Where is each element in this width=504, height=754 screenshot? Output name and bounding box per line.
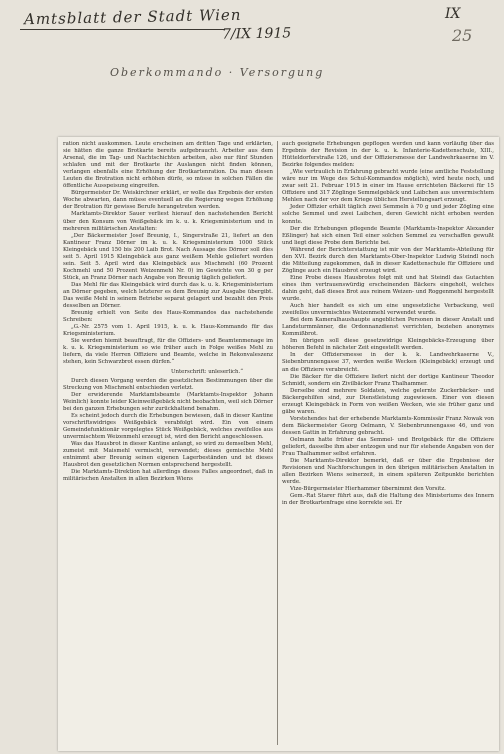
paragraph: Bürgermeister Dr. Weiskirchner erklärt, er wolle das Ergebnis der ersten Woche abwarten, dann müsse eventuell an die Regierung wegen Erhöhung der Brotration für gewisse Berufe herangetreten werden. <box>63 190 273 211</box>
paragraph: Breunig erhielt von Seite des Haus-Kommandos das nachstehende Schreiben: <box>63 310 273 324</box>
handwritten-note: Oberkommando · Versorgung <box>110 66 325 79</box>
paragraph: Der erwiderende Marktamtsbeamte (Marktamts-Inspektor Johann Weinlich) konnte leider Kleinweißgebäck nicht beobachten, weil sich Dörner bei den ganzen Erhebungen sehr zurückhaltend benahm. <box>63 391 273 412</box>
paragraph: Jeder Offizier erhält täglich zwei Semmeln à 70 g und jeder Zögling eine solche Semmel und zwei Laibchen, deren Gewicht nicht erhoben werden konnte. <box>282 204 494 225</box>
handwritten-roman-numeral: IX <box>445 6 461 22</box>
column-divider <box>277 141 278 745</box>
paragraph: Vize-Bürgermeister Hierhammer übernimmt den Vorsitz. <box>290 486 446 493</box>
paragraph: Es scheint jedoch durch die Erhebungen bewiesen, daß in dieser Kantine vorschriftswidriges Weißgebäck verabfolgt wird. Ein von einem Gemeindefunktionär vorgelegtes Stück Weißgebäck, welches zweifellos aus unvermischtem Weizenmehl erzeugt ist, wird den Bericht angeschlossen. <box>63 412 273 440</box>
paragraph: „G.-Nr. 2575 vom 1. April 1915, k. u. k. Haus-Kommando für das Kriegsministerium. <box>63 324 273 338</box>
article-right-column <box>282 141 494 507</box>
paragraph: Der die Erhebungen pflegende Beamte (Marktamts-Inspektor Alexander Eßlinger) hat sich einen Teil einer solchen Semmel zu verschaffen gewußt und liegt diese Probe dem Berichte bei. <box>282 225 494 246</box>
paragraph: Vorstehendes hat der erhebende Marktamts-Kommissär Franz Nowak von dem Bäckermeister Georg Oelmann, V. Siebenbrunnengasse 46, und von dessen Gattin in Erfahrung gebracht. <box>282 415 494 436</box>
paragraph: Eine Probe dieses Hausbrotes folgt mit und hat Steindl das Gutachten eines ihm vertrauenswürdig erscheinenden Bäckers eingeholt, welches dahin geht, daß dieses Brot aus reinem Weizen- und Roggenmehl hergestellt wurde. <box>282 274 494 303</box>
paragraph: „Wie vertraulich in Erfahrung gebracht wurde (eine amtliche Feststellung wäre nur im Wege des Schul-Kommandos möglich), wird heute noch, und zwar seit 21. Februar 1915 in einer im Hause errichteten Bäckerei für 15 Offiziere und 317 Zöglinge Semmelgebäck und Laibchen aus unvermischtem Mehlen nach der vor dem Kriege üblichen Herstellungsart erzeugt. <box>282 169 494 204</box>
paragraph: Derselbe sind mehrere Soldaten, welche gelernte Zuckerbäcker- und Bäckergehilfen sind, zur Dienstleistung zugewiesen. Einer von diesen erzeugt Kleingebäck in Form von weißen Wecken, wie sie früher ganz und gäbe waren. <box>282 387 494 415</box>
paragraph: auch geeignete Erhebungen gepflogen werden und kann vorläufig über das Ergebnis der Revision in der k. u. k. Infanterie-Kadettenschule, XIII., Hütteldorferstraße 126, und der Offiziersmesse der Landwehrkaserne im V. Bezirke folgendes melden: <box>282 141 494 169</box>
paragraph: In der Offiziersmesse in der k. k. Landwehrkaserne V., Siebenbrunnengasse 37, werden weiße Wecken (Kleingebäck) erzeugt und an die Offiziere verabreicht. <box>282 352 494 373</box>
paragraph: Oelmann hatte früher das Semmel- und Brotgebäck für die Offiziere geliefert, dasselbe ihm aber entzogen und nur für stehende Angaben von der Frau Thalhammer selbst erfahren. <box>282 436 494 458</box>
paragraph: Marktamts-Direktor Sauer verliest hierauf den nachstehenden Bericht über den Konsum von Weißgebäck im k. u. k. Kriegsministerium und in mehreren militärischen Anstalten: <box>63 211 273 232</box>
paragraph: Was das Hausbrot in dieser Kantine anlangt, so wird zu demselben Mehl, zumeist mit Maismehl vermischt, verwendet; dieses gemischte Mehl entnimmt aber Breunig seinen eigenen Lagerbeständen und ist dieses Hausbrot den gesetzlichen Normen entsprechend hergestellt. <box>63 440 273 469</box>
handwritten-title: Amtsblatt der Stadt Wien <box>23 5 242 29</box>
paragraph: Das Mehl für das Kleingebäck wird durch das k. u. k. Kriegsministerium an Dörner gegeben, welch letzterer es dem Breunig zur Ausgabe übergibt. Das weiße Mehl in seinem Betriebe separat gelagert und bezahlt den Preis desselben an Dörner. <box>63 281 273 310</box>
paragraph: Die Marktamts-Direktor bemerkt, daß er über die Ergebnisse der Revisionen und Nachforschungen in den übrigen militärischen Anstalten in allen Bezirken Wiens seinerzeit, in einem späteren Zeitpunkte berichten werde. <box>282 458 494 486</box>
paragraph: Bei dem Kameralhaushaupte angeblichen Personen in dieser Anstalt und Landsturmmänner, die Ordonnanzdienst verrichten, beziehen anonymes Kommißbrot. <box>282 317 494 338</box>
paragraph: Die Marktamts-Direktion hat allerdings dieses Falles angeordnet, daß in militärischen Anstalten in allen Bezirken Wiens <box>63 469 273 483</box>
paragraph: Auch hier handelt es sich um eine ungesetzliche Verbackung, weil zweifellos unvermischtes Weizenmehl verwendet wurde. <box>282 303 494 317</box>
paragraph: Während der Berichterstattung ist mir von der Marktamts-Abteilung für den XVI. Bezirk durch den Marktamts-Ober-Inspektor Ludwig Steindl noch die Mitteilung zugekommen, daß in dieser Kadettenschule für Offiziere und Zöglinge auch ein Hausbrot erzeugt wird. <box>282 246 494 274</box>
handwritten-page-number: 25 <box>452 26 473 45</box>
paragraph: Gem.-Rat Starer führt aus, daß die Haltung des Ministeriums des Innern in der Brotkartenfrage eine korrekte sei. Er <box>282 493 494 507</box>
newspaper-clipping <box>58 137 499 751</box>
signature-line: Unterschrift: unleserlich.“ <box>171 368 243 375</box>
paragraph: Im übrigen soll diese gesetzwidrige Kleingebäcks-Erzeugung über höheren Befehl in nächster Zeit eingestellt werden. <box>282 338 494 352</box>
paragraph: Die Bäcker für die Offiziere liefert nicht der dortige Kantineur Theodor Schmidt, sondern ein Zivilbäcker Franz Thalhammer. <box>282 373 494 387</box>
paragraph: Durch diesen Vorgang werden die gesetzlichen Bestimmungen über die Streckung von Mischmehl entschieden verletzt. <box>63 377 273 391</box>
paragraph: Sie werden hiemit beauftragt, für die Offiziers- und Beamtenmenage im k. u. k. Kriegsministerium so wie früher auch in Folge weißes Mehl zu liefern, da viele Herren Offiziere und Beamte, welche in Rekonvaleszenz stehen, kein Schwarzbrot essen dürfen.“ <box>63 338 273 366</box>
article-left-column <box>63 141 273 483</box>
handwritten-date: 7/IX 1915 <box>221 25 292 43</box>
title-underline <box>20 29 225 30</box>
paragraph: ration nicht auskommen. Leute erscheinen am dritten Tage und erklärten, sie hätten die ganze Brotkarte bereits aufgebraucht. Arbeiter aus dem Arsenal, die im Tag- und Nachtschichten arbeiten, also nur fünf Stunden schlafen und mit der Brotkarte ihr Auslangen nicht finden können, verlangen ebenfalls eine Erhöhung der Brotkartenration. Da man diesen Leuten die Brotration nicht erhöhen dürfe, so müsse in solchen Fällen die öffentliche Ausspeisung eingreifen. <box>63 141 273 190</box>
paragraph: „Der Bäckermeister Josef Breunig, I., Singerstraße 21, liefert an den Kantineur Franz Dörner im k. u. k. Kriegsministerium 1000 Stück Kleingebäck und 150 bis 200 Laib Brot. Nach Aussage des Dörner soll dies seit 5. April 1915 Kleingebäck aus ganz weißem Mehle geliefert worden sein. Seit 5. April wird das Kleingebäck aus Mischmehl (60 Prozent Kochmehl und 50 Prozent Weizenmehl Nr. 0) im Gewichte von 30 g per Stück, an Franz Dörner nach Angabe von Breunig täglich geliefert. <box>63 232 273 281</box>
